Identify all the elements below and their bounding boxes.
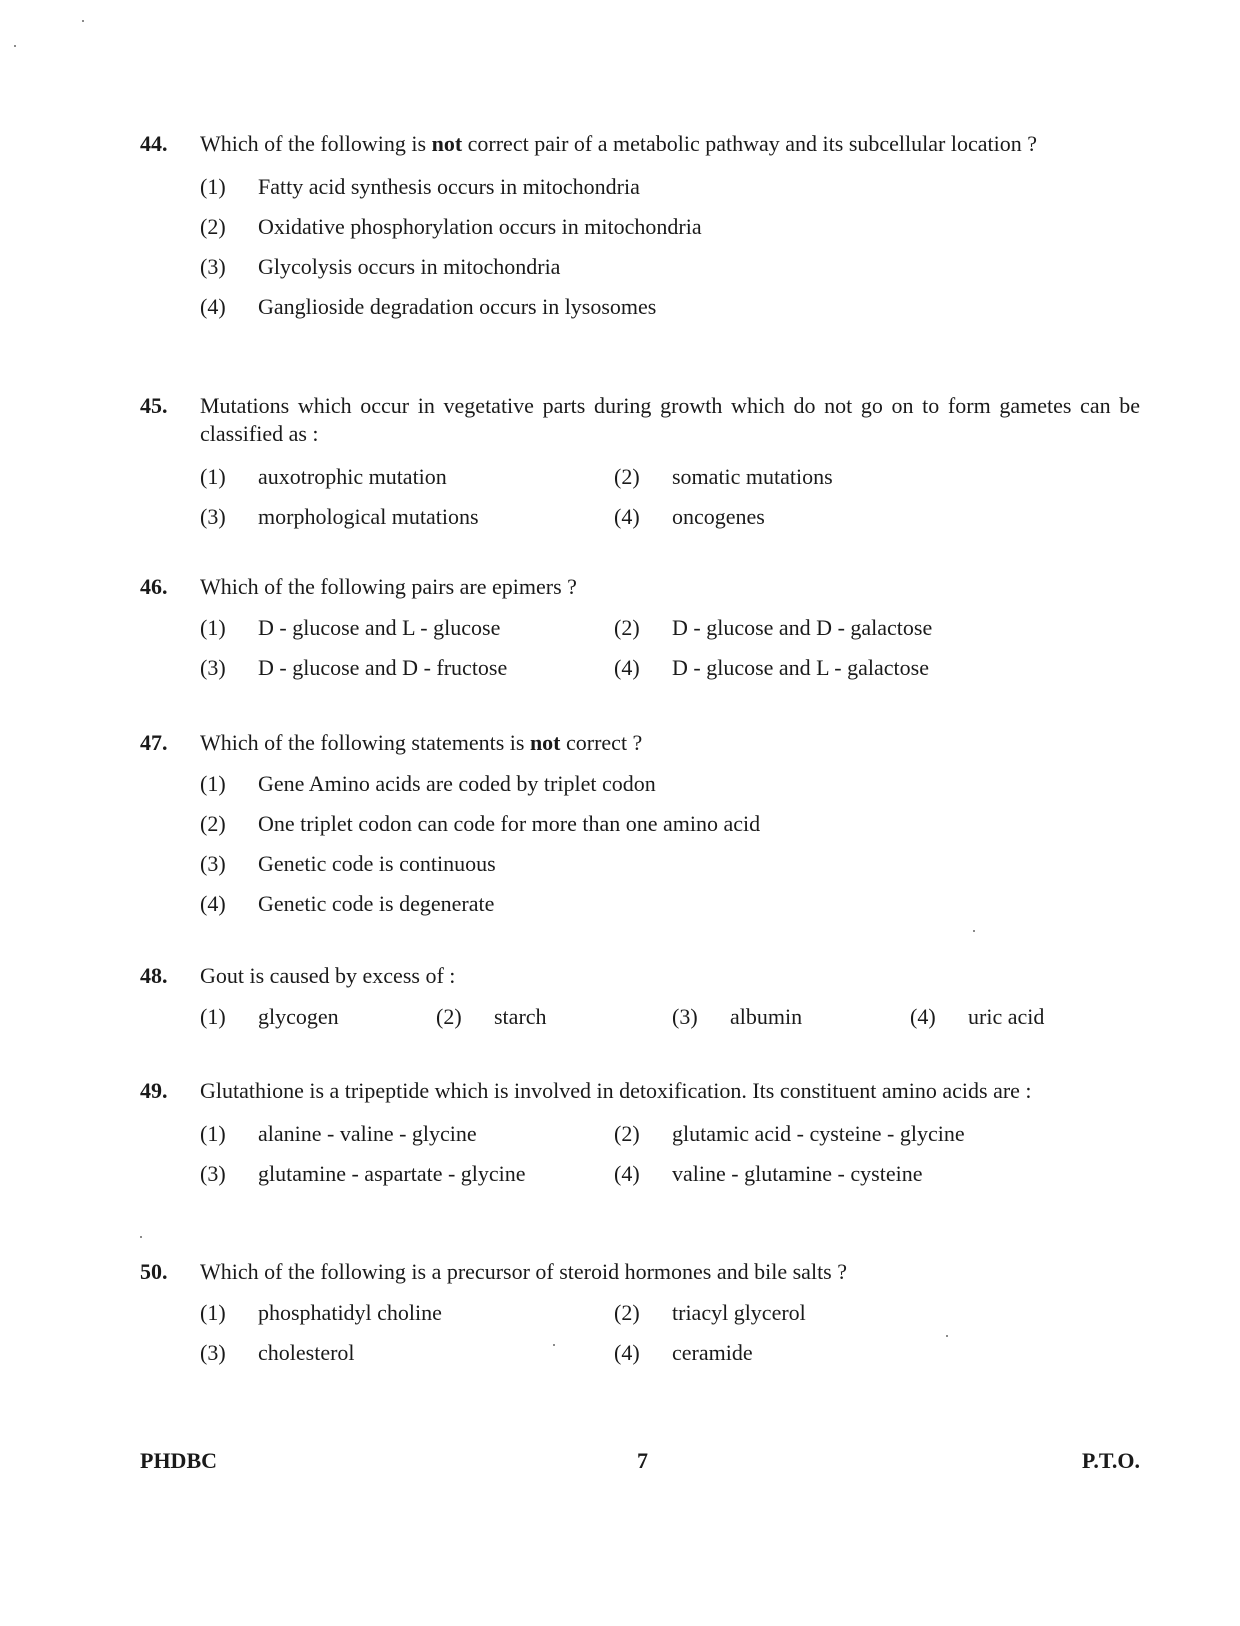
option-text: Fatty acid synthesis occurs in mitochondria [258,174,640,199]
option-text: alanine - valine - glycine [258,1121,477,1146]
option-label: (4) [200,891,226,916]
question-45 [140,392,1140,537]
option-label: (1) [200,1300,226,1325]
question-number: 50. [140,1259,168,1284]
option-text: Genetic code is continuous [258,851,496,876]
option-text: D - glucose and L - galactose [672,655,929,680]
scan-speck [82,20,84,22]
option-text: D - glucose and D - fructose [258,655,508,680]
question-number: 46. [140,574,168,599]
option-text: One triplet codon can code for more than one amino acid [258,811,761,836]
option-label: (1) [200,1004,226,1029]
question-stem: Glutathione is a tripeptide which is involved in detoxification. Its constituent amino acids are : [200,1078,1032,1103]
question-number: 48. [140,963,168,988]
option-label: (2) [614,1300,640,1325]
pto-note: P.T.O. [1081,1448,1140,1473]
page-footer [140,1448,1140,1478]
option-label: (2) [614,615,640,640]
option-text: oncogenes [672,504,765,529]
option-text: triacyl glycerol [672,1300,806,1325]
option-label: (4) [614,655,640,680]
option-label: (3) [200,254,226,279]
option-label: (3) [200,1161,226,1186]
option-label: (1) [200,464,226,489]
question-number: 45. [140,393,168,418]
question-number: 49. [140,1078,168,1103]
option-text: ceramide [672,1340,753,1365]
scan-speck [14,45,16,47]
scan-speck [140,1236,142,1238]
option-label: (3) [200,1340,226,1365]
option-label: (3) [672,1004,698,1029]
scan-speck [553,1344,555,1346]
paper-code: PHDBC [140,1448,217,1473]
option-text: valine - glutamine - cysteine [672,1161,923,1186]
option-text: cholesterol [258,1340,355,1365]
option-text: glutamic acid - cysteine - glycine [672,1121,965,1146]
option-label: (2) [200,811,226,836]
option-label: (4) [200,294,226,319]
question-stem: Mutations which occur in vegetative parts during growth which do not go on to form gametes can be classified as : [200,393,1140,446]
option-label: (2) [614,1121,640,1146]
question-stem: Which of the following is a precursor of steroid hormones and bile salts ? [200,1259,848,1284]
option-label: (1) [200,1121,226,1146]
option-text: morphological mutations [258,504,479,529]
option-text: albumin [730,1004,803,1029]
option-label: (4) [910,1004,936,1029]
question-number: 44. [140,131,168,156]
option-text: Gene Amino acids are coded by triplet codon [258,771,656,796]
option-text: glutamine - aspartate - glycine [258,1161,526,1186]
option-text: auxotrophic mutation [258,464,447,489]
option-text: uric acid [968,1004,1045,1029]
question-stem: Which of the following statements is not correct ? [200,730,643,755]
option-text: D - glucose and D - galactose [672,615,933,640]
question-49 [140,1077,1140,1194]
option-text: Ganglioside degradation occurs in lysosomes [258,294,657,319]
option-label: (4) [614,1340,640,1365]
option-label: (1) [200,615,226,640]
option-label: (1) [200,174,226,199]
option-label: (4) [614,504,640,529]
option-label: (1) [200,771,226,796]
option-label: (2) [614,464,640,489]
option-text: Genetic code is degenerate [258,891,495,916]
option-text: D - glucose and L - glucose [258,615,501,640]
option-label: (3) [200,504,226,529]
question-44 [140,130,1140,327]
option-text: somatic mutations [672,464,833,489]
option-text: phosphatidyl choline [258,1300,442,1325]
option-label: (4) [614,1161,640,1186]
option-label: (3) [200,655,226,680]
question-50 [140,1258,1140,1373]
question-stem: Which of the following is not correct pair of a metabolic pathway and its subcellular location ? [200,131,1037,156]
option-label: (3) [200,851,226,876]
scan-speck [973,930,975,932]
option-text: starch [494,1004,547,1029]
page-number: 7 [637,1448,648,1473]
option-text: Oxidative phosphorylation occurs in mitochondria [258,214,702,239]
question-stem: Which of the following pairs are epimers ? [200,574,577,599]
option-label: (2) [436,1004,462,1029]
option-text: Glycolysis occurs in mitochondria [258,254,561,279]
question-48 [140,962,1140,1037]
question-stem: Gout is caused by excess of : [200,963,456,988]
question-47 [140,729,1140,924]
question-46 [140,573,1140,688]
option-label: (2) [200,214,226,239]
question-number: 47. [140,730,168,755]
scan-speck [946,1335,948,1337]
option-text: glycogen [258,1004,339,1029]
